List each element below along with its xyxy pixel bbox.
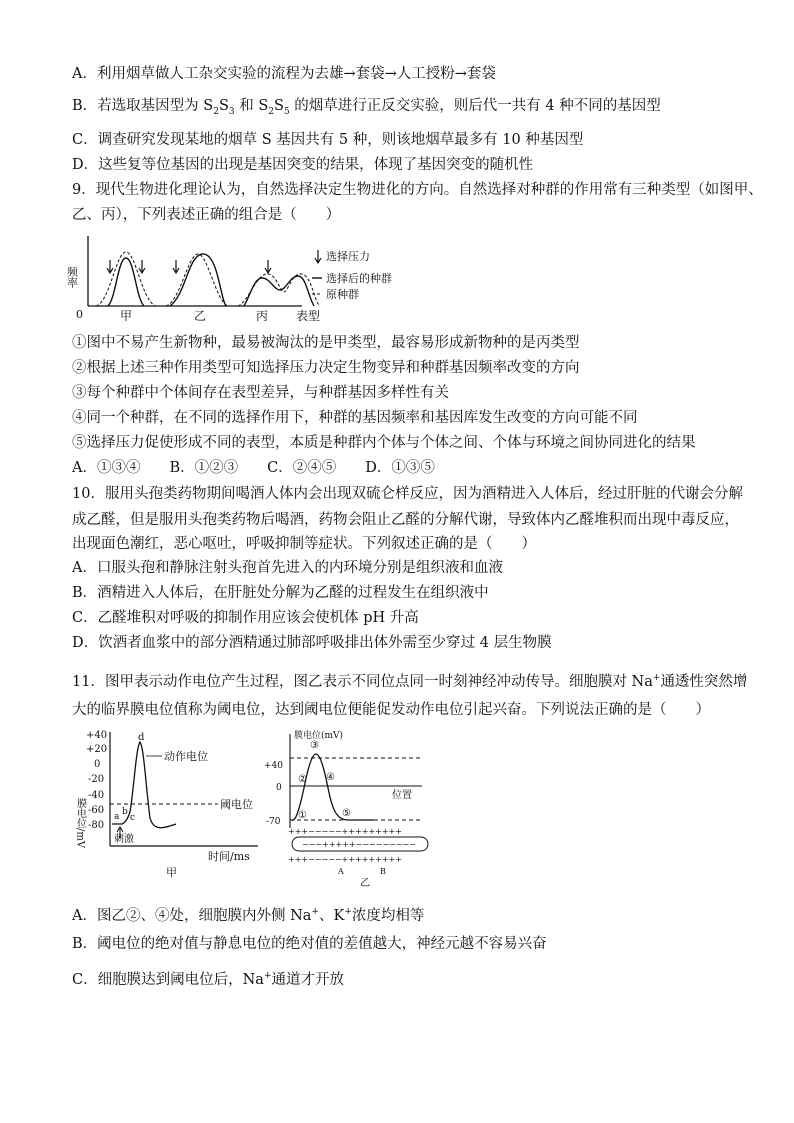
jia-arrow-left (107, 260, 113, 273)
q10-stem-line1: 10．服用头孢类药物期间喝酒人体内会出现双硫仑样反应，因为酒精进入人体后，经过肝脏的代谢会分解 (72, 486, 743, 502)
bing-selected-curve (244, 276, 314, 306)
mark-4: ④ (326, 772, 335, 783)
panel-yi-label: 乙 (194, 309, 207, 323)
mark-5: ⑤ (342, 808, 351, 819)
jia-tick: -40 (88, 790, 105, 801)
yi-y-label: 膜电位(mV) (294, 731, 344, 741)
option-d-line: D．这些复等位基因的出现是基因突变的结果，体现了基因突变的随机性 (72, 157, 534, 173)
q9-stem-line2: 乙、丙），下列表述正确的组合是（ ） (72, 207, 341, 223)
q10-option-c: C．乙醛堆积对呼吸的抑制作用应该会使机体 pH 升高 (72, 610, 419, 626)
position-b: B (380, 867, 386, 876)
q9-statement-2: ②根据上述三种作用类型可知选择压力决定生物变异和种群基因频率改变的方向 (72, 360, 580, 376)
q11-option-b: B．阈电位的绝对值与静息电位的绝对值的差值越大，神经元越不容易兴奋 (72, 936, 547, 952)
option-a-line: A．利用烟草做人工杂交实验的流程为去雄→套袋→人工授粉→套袋 (72, 66, 496, 82)
jia-original-curve (96, 252, 156, 306)
nerve-conduction-figure (262, 728, 434, 888)
action-potential-label: 动作电位 (164, 750, 208, 763)
q9-stem-line1: 9．现代生物进化理论认为，自然选择决定生物进化的方向。自然选择对种群的作用常有三种类型（如图甲、 (72, 182, 763, 198)
origin-label: 0 (76, 308, 83, 321)
mark-2: ② (298, 774, 307, 785)
jia-tick: -60 (88, 805, 105, 816)
yi-selected-curve (170, 254, 226, 306)
jia-tick: +20 (86, 744, 108, 755)
fig-yi-caption: 乙 (360, 878, 370, 889)
y-axis-label: 频率 (65, 266, 79, 288)
jia-selected-curve (108, 258, 144, 306)
point-b: b (122, 807, 128, 817)
q11-stem-line1: 11．图甲表示动作电位产生过程，图乙表示不同位点同一时刻神经冲动传导。细胞膜对 Na+通透性突然增 (72, 673, 748, 690)
q11-stem-line2: 大的临界膜电位值称为阈电位，达到阈电位便能促发动作电位引起兴奋。下列说法正确的是（ ） (72, 702, 710, 718)
q11-option-c: C．细胞膜达到阈电位后，Na+通道才开放 (72, 971, 344, 988)
q11-option-a: A．图乙②、④处，细胞膜内外侧 Na+、K+浓度均相等 (72, 907, 425, 924)
option-c-line: C．调查研究发现某地的烟草 S 基因共有 5 种，则该地烟草最多有 10 种基因型 (72, 132, 584, 148)
selection-types-figure (65, 232, 430, 328)
q10-option-b: B．酒精进入人体后，在肝脏处分解为乙醛的过程发生在组织液中 (72, 585, 489, 601)
membrane-inner-charges: −−−+++++−−−−−−−−− (302, 840, 416, 849)
q10-stem-line3: 出现面色潮红，恶心呕吐，呼吸抑制等症状。下列叙述正确的是（ ） (72, 536, 536, 552)
yi-tick: -70 (266, 817, 281, 827)
q9-options: A．①③④ B．①②③ C．②④⑤ D．①③⑤ (72, 460, 435, 476)
bing-arrow (265, 260, 271, 273)
membrane-outer-charges-bottom: +++−−−−−+++++++++ (288, 855, 402, 864)
jia-arrow-right (139, 260, 145, 273)
point-d: d (138, 732, 145, 743)
jia-tick: +40 (86, 730, 108, 741)
legend-arrow-icon (315, 250, 321, 263)
position-a: A (338, 867, 344, 876)
jia-y-label: 膜电位/mV (74, 798, 86, 849)
yi-tick: 0 (276, 783, 282, 793)
q9-statement-5: ⑤选择压力促使形成不同的表型，本质是种群内个体与个体之间、个体与环境之间协同进化的结果 (72, 435, 696, 451)
point-a: a (114, 812, 120, 822)
legend-original: 原种群 (326, 288, 359, 301)
q9-statement-1: ①图中不易产生新物种，最易被淘汰的是甲类型，最容易形成新物种的是丙类型 (72, 335, 580, 351)
yi-x-label: 位置 (392, 790, 412, 801)
mark-1: ① (298, 810, 307, 821)
option-b-line: B．若选取基因型为 $S_2S_3$ 和 $S_2S_5$ 的烟草进行正反交实验，则后代一共有 4 种不同的基因型 (72, 98, 661, 117)
q10-stem-line2: 成乙醛，但是服用头孢类药物后喝酒，药物会阻止乙醛的分解代谢，导致体内乙醛堆积而出现中毒反应， (72, 512, 739, 528)
membrane-outer-charges: +++−−−−−+++++++++ (288, 827, 402, 836)
jia-tick: 0 (94, 759, 101, 770)
legend-selected: 选择后的种群 (326, 272, 392, 285)
stimulus-label: 刺激 (114, 834, 134, 845)
q10-option-d: D．饮酒者血浆中的部分酒精通过肺部呼吸排出体外需至少穿过 4 层生物膜 (72, 635, 552, 651)
fig-jia-caption: 甲 (166, 866, 177, 879)
q10-option-a: A．口服头孢和静脉注射头孢首先进入的内环境分别是组织液和血液 (72, 560, 503, 576)
jia-x-label: 时间/ms (208, 850, 250, 863)
jia-tick: -80 (88, 820, 105, 831)
q9-statement-4: ④同一个种群，在不同的选择作用下，种群的基因频率和基因库发生改变的方向可能不同 (72, 410, 638, 426)
threshold-label: 阈电位 (220, 798, 253, 811)
panel-bing-label: 丙 (256, 309, 269, 323)
legend-pressure: 选择压力 (326, 250, 370, 263)
yi-arrow (173, 260, 179, 273)
mark-3: ③ (310, 740, 319, 751)
yi-tick: +40 (264, 761, 283, 771)
jia-tick: -20 (88, 774, 105, 785)
action-potential-figure (68, 728, 264, 878)
x-axis-label: 表型 (296, 309, 321, 323)
panel-jia-label: 甲 (120, 309, 133, 323)
point-c: c (130, 813, 136, 823)
q9-statement-3: ③每个种群中个体间存在表型差异，与种群基因多样性有关 (72, 385, 449, 401)
